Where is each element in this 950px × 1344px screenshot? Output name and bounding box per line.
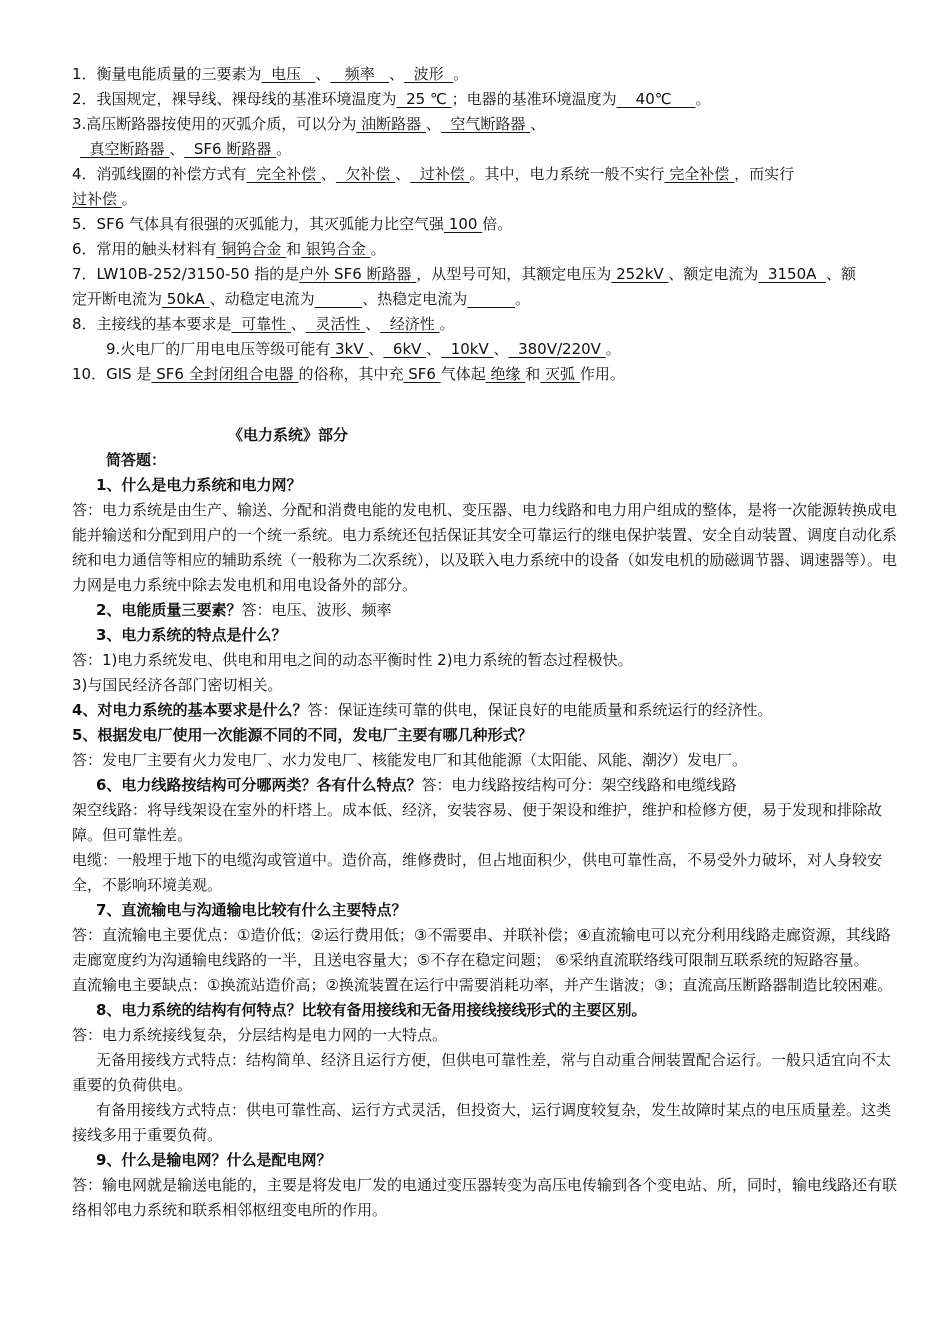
fill-answer: 灭弧	[540, 365, 580, 383]
answer-7-disadvantages: 直流输电主要缺点：①换流站造价高；②换流装置在运行中需要消耗功率，并产生谐波；③；直流高压断路器制造比较困难。	[72, 976, 893, 994]
fill-text: 定开断电流为	[72, 290, 163, 308]
fill-answer: 空气断路器	[440, 115, 531, 133]
fill-text: 、	[395, 165, 411, 183]
section-title: 《电力系统》部分	[228, 426, 349, 444]
fill-answer: SF6	[403, 365, 441, 383]
question-4: 4、对电力系统的基本要求是什么？	[72, 701, 308, 719]
fill-text: 。	[695, 90, 711, 108]
fill-answer: 真空断路器	[80, 140, 170, 158]
question-5: 5、根据发电厂使用一次能源不同的不同，发电厂主要有哪几种形式？	[72, 726, 533, 744]
fill-answer: 油断路器	[356, 115, 426, 133]
question-6: 6、电力线路按结构可分哪两类？各有什么特点？	[96, 776, 422, 794]
subhead: 简答题：	[106, 451, 167, 469]
fill-answer	[467, 290, 515, 308]
fill-answer: 欠补偿	[335, 165, 396, 183]
fill-answer: 252kV	[611, 265, 669, 283]
fill-text: 作用。	[579, 365, 625, 383]
fill-text: 。	[453, 65, 469, 83]
answer-7-advantages: 答：直流输电主要优点：①造价低；②运行费用低；③不需要串、并联补偿；④直流输电可以充分利用线路走廊资源，其线路走廊宽度约为沟通输电线路的一半，且送电容量大；⑤不存在稳定问题； ⑥采纳直流联络线可限制互联系统的短路容量。	[72, 926, 891, 969]
answer-1: 答：电力系统是由生产、输送、分配和消费电能的发电机、变压器、电力线路和电力用户组成的整体，是将一次能源转换成电能并输送和分配到用户的一个统一系统。电力系统还包括保证其安全可靠运行的继电保护装置、安全自动装置、调度自动化系统和电力通信等相应的辅助系统（一般称为二次系统），以及联入电力系统中的设备（如发电机的励磁调节器、调速器等）。电力网是电力系统中除去发电机和用电设备外的部分。	[72, 501, 898, 594]
fill-answer: 10kV	[441, 340, 494, 358]
fill-text: 、	[493, 340, 509, 358]
fill-answer: 6kV	[383, 340, 427, 358]
fill-answer: 可靠性	[231, 315, 291, 333]
question-2: 2、电能质量三要素？	[96, 601, 242, 619]
fill-answer: 50kA	[162, 290, 210, 308]
fill-text: 8．主接线的基本要求是	[72, 315, 232, 333]
fill-line-6	[72, 187, 902, 212]
fill-text: ；电器的基准环境温度为	[451, 90, 617, 108]
fill-line-3	[72, 112, 902, 137]
answer-6-overhead: 架空线路：将导线架设在室外的杆塔上。成本低、经济，安装容易、便于架设和维护，维护和检修方便，易于发现和排除故障。但可靠性差。	[72, 801, 883, 844]
fill-text: 7．LW10B-252/3150-50 指的是	[72, 265, 300, 283]
fill-answer: 电压	[261, 65, 316, 83]
fill-text: 、	[368, 340, 384, 358]
fill-answer: 经济性	[380, 315, 440, 333]
fill-answer: 过补偿	[72, 190, 122, 208]
fill-answer: 铜钨合金	[216, 240, 287, 258]
fill-text: 气体起	[440, 365, 486, 383]
spacer	[72, 387, 902, 423]
answer-2: 答：电压、波形、频率	[241, 601, 392, 619]
answer-5: 答：发电厂主要有火力发电厂、水力发电厂、核能发电厂和其他能源（太阳能、风能、潮汐）发电厂。	[72, 751, 748, 769]
fill-text: 、	[530, 115, 546, 133]
answer-8-backup	[72, 1098, 902, 1148]
fill-answer: 银钨合金	[301, 240, 371, 258]
fill-line-10	[72, 287, 902, 312]
fill-text: 、	[426, 340, 442, 358]
fill-answer: 100	[444, 215, 483, 233]
fill-line-5	[72, 162, 902, 187]
fill-line-4	[72, 137, 902, 162]
fill-line-7	[72, 212, 902, 237]
fill-answer: 频率	[330, 65, 390, 83]
fill-answer: 40℃	[616, 90, 696, 108]
fill-answer: 过补偿	[410, 165, 470, 183]
fill-text: 。	[276, 140, 292, 158]
answer-9: 答：输电网就是输送电能的，主要是将发电厂发的电通过变压器转变为高压电传输到各个变电站、所，同时，输电线路还有联络相邻电力系统和联系相邻枢纽变电所的作用。	[72, 1176, 898, 1219]
fill-text: 和	[286, 240, 302, 258]
fill-text: 、	[169, 140, 185, 158]
fill-line-1	[72, 62, 902, 87]
answer-3-line-1: 答：1)电力系统发电、供电和用电之间的动态平衡时性 2)电力系统的暂态过程极快。	[72, 651, 633, 669]
answer-8-backup-text: 有备用接线方式特点：供电可靠性高、运行方式灵活，但投资大，运行调度较复杂，发生故障时某点的电压质量差。这类接线多用于重要负荷。	[72, 1101, 892, 1144]
fill-text: 。	[121, 190, 137, 208]
answer-4: 答：保证连续可靠的供电，保证良好的电能质量和系统运行的经济性。	[307, 701, 773, 719]
fill-text: 、	[365, 315, 381, 333]
fill-text: 和	[525, 365, 541, 383]
fill-text: 、动稳定电流为	[209, 290, 315, 308]
fill-text: 。	[605, 340, 621, 358]
answer-6-cable: 电缆：一般埋于地下的电缆沟或管道中。造价高，维修费时，但占地面积少，供电可靠性高，不易受外力破坏，对人身较安全，不影响环境美观。	[72, 851, 883, 894]
fill-line-13	[72, 362, 902, 387]
fill-answer: 绝缘	[485, 365, 526, 383]
fill-text: 、额定电流为	[668, 265, 759, 283]
question-9: 9、什么是输电网？什么是配电网？	[96, 1151, 332, 1169]
fill-answer: SF6 全封闭组合电器	[151, 365, 299, 383]
fill-answer: 25 ℃	[396, 90, 452, 108]
fill-line-11	[72, 312, 902, 337]
fill-text: 3.高压断路器按使用的灭弧介质，可以分为	[72, 115, 357, 133]
answer-6: 答：电力线路按结构可分：架空线路和电缆线路	[421, 776, 737, 794]
fill-text: ，从型号可知，其额定电压为	[416, 265, 612, 283]
fill-text: 、	[320, 165, 336, 183]
fill-text: 。其中，电力系统一般不实行	[469, 165, 665, 183]
fill-text: 9.火电厂的厂用电电压等级可能有	[106, 340, 331, 358]
answer-3-line-2: 3)与国民经济各部门密切相关。	[72, 676, 283, 694]
fill-text: ，而实行	[734, 165, 795, 183]
question-1: 1、什么是电力系统和电力网？	[96, 476, 302, 494]
fill-in-blank-section	[72, 62, 902, 387]
fill-text: 10．GIS 是	[72, 365, 152, 383]
question-7: 7、直流输电与沟通输电比较有什么主要特点？	[96, 901, 407, 919]
fill-line-12	[72, 337, 902, 362]
fill-text: 4．消弧线圈的补偿方式有	[72, 165, 247, 183]
fill-answer: 波形	[404, 65, 454, 83]
fill-answer: 完全补偿	[246, 165, 321, 183]
fill-answer: 户外 SF6 断路器	[299, 265, 417, 283]
fill-answer: 灵活性	[305, 315, 366, 333]
answer-8-no-backup-text: 无备用接线方式特点：结构简单、经济且运行方便，但供电可靠性差，常与自动重合闸装置配合运行。一般只适宜向不太重要的负荷供电。	[72, 1051, 892, 1094]
document-page	[72, 62, 902, 1223]
fill-answer: 完全补偿	[664, 165, 735, 183]
fill-text: 。	[370, 240, 386, 258]
fill-text: 、	[290, 315, 306, 333]
fill-line-8	[72, 237, 902, 262]
fill-text: 。	[515, 290, 531, 308]
fill-answer: SF6 断路器	[184, 140, 277, 158]
fill-answer: 380V/220V	[508, 340, 606, 358]
fill-text: 、	[425, 115, 441, 133]
fill-text: 6．常用的触头材料有	[72, 240, 217, 258]
fill-answer: 3150A	[758, 265, 826, 283]
fill-answer: 3kV	[330, 340, 369, 358]
fill-text: 、热稳定电流为	[362, 290, 468, 308]
fill-text: 、	[315, 65, 331, 83]
fill-text: 的俗称，其中充	[298, 365, 404, 383]
fill-text: 5．SF6 气体具有很强的灭弧能力，其灭弧能力比空气强	[72, 215, 445, 233]
answer-8: 答：电力系统接线复杂，分层结构是电力网的一大特点。	[72, 1026, 448, 1044]
fill-text: 2．我国规定，裸导线、裸母线的基准环境温度为	[72, 90, 397, 108]
fill-line-2	[72, 87, 902, 112]
fill-answer	[315, 290, 363, 308]
question-8: 8、电力系统的结构有何特点？比较有备用接线和无备用接线接线形式的主要区别。	[96, 1001, 647, 1019]
fill-line-9	[72, 262, 902, 287]
fill-text: 倍。	[482, 215, 513, 233]
question-3: 3、电力系统的特点是什么？	[96, 626, 287, 644]
answer-8-no-backup	[72, 1048, 902, 1098]
fill-text: 1．衡量电能质量的三要素为	[72, 65, 262, 83]
fill-text: 、额	[825, 265, 856, 283]
fill-text: 。	[439, 315, 455, 333]
fill-text: 、	[389, 65, 405, 83]
